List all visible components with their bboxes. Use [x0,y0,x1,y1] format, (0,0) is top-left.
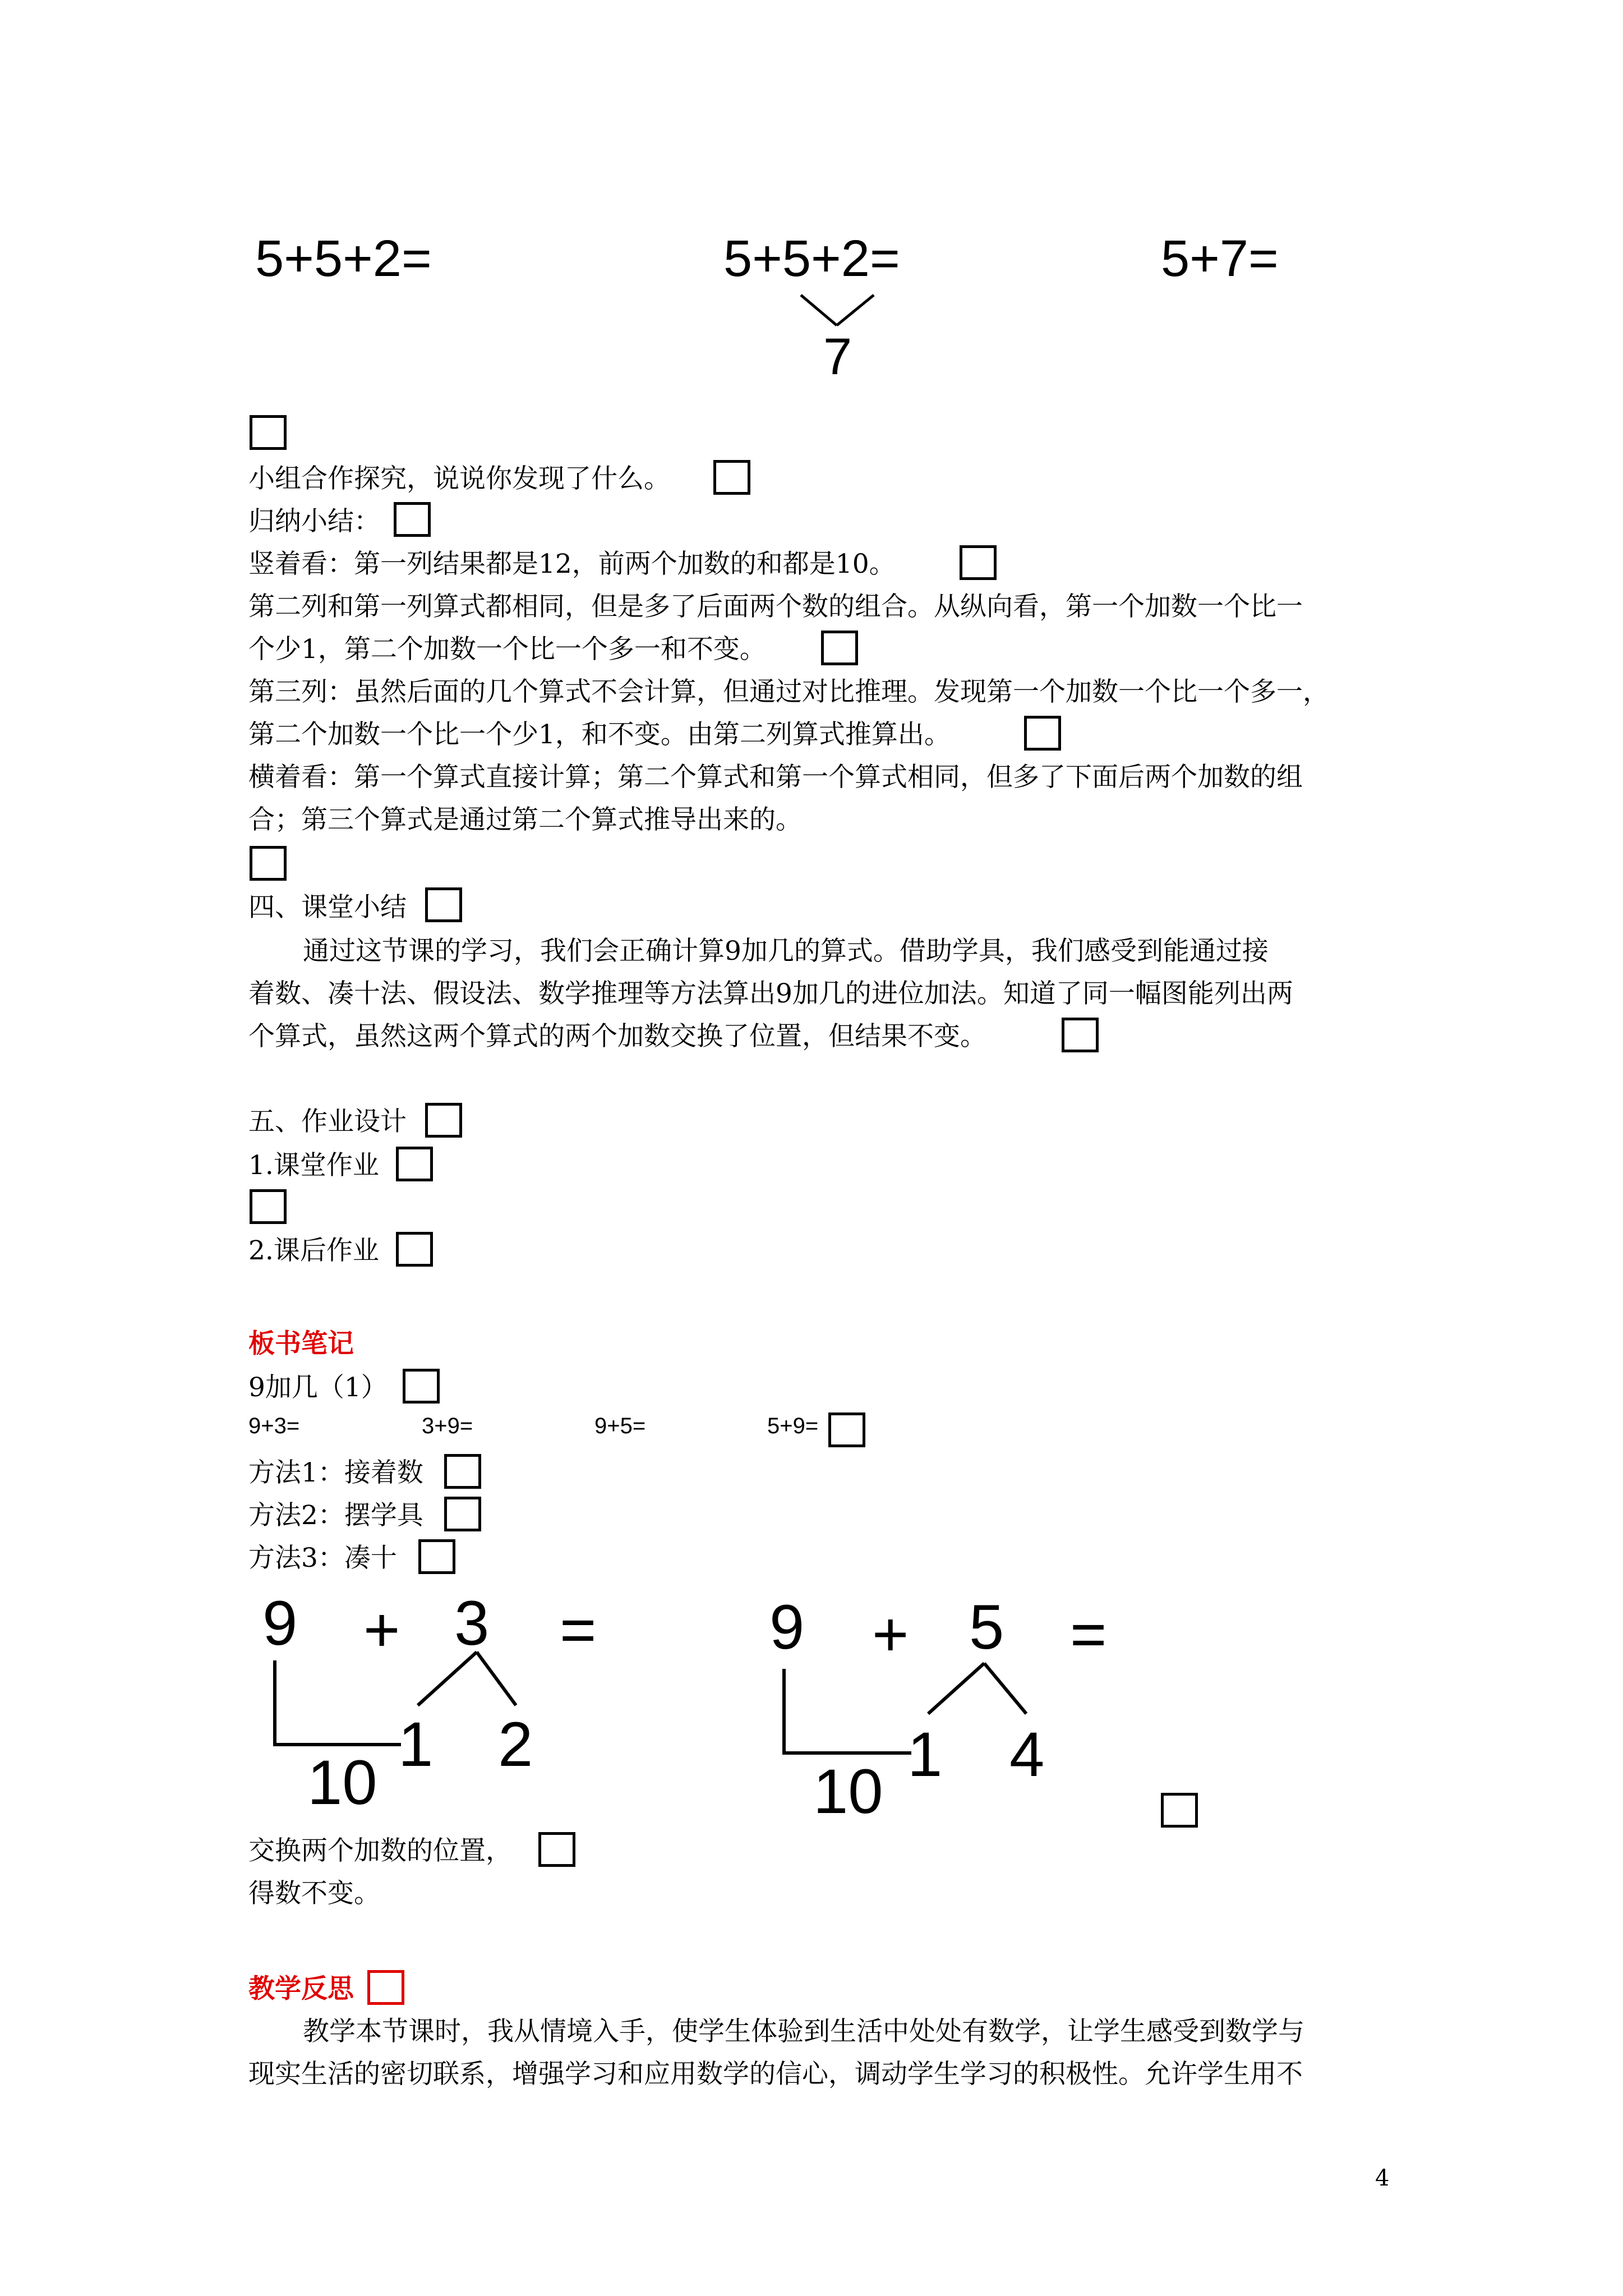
fig1-equals: = [560,1595,597,1665]
paragraph-line: 1.课堂作业 [248,1150,379,1181]
equation-2-sum: 7 [823,328,852,385]
paragraph-line: 第二个加数一个比一个少1，和不变。由第二列算式推算出。 [248,719,951,750]
reflection-title: 教学反思 [248,1973,354,2004]
empty-box [396,1147,433,1181]
board-equation: 9+3= [248,1414,300,1438]
empty-box [425,1103,462,1138]
empty-box [250,1189,287,1224]
fig2-addend-a: 9 [769,1592,805,1662]
method-line: 方法3：凑十 [248,1543,397,1573]
fig1-addend-a: 9 [262,1588,298,1658]
paragraph-line: 横着看：第一个算式直接计算；第二个算式和第一个算式相同，但多了下面后两个加数的组 [248,762,1303,793]
section-heading: 五、作业设计 [248,1106,407,1137]
method-line: 方法2：摆学具 [248,1500,423,1531]
fig1-split-1: 1 [398,1709,434,1779]
empty-box [960,545,997,580]
paragraph-line: 小组合作探究，说说你发现了什么。 [248,463,670,494]
empty-box [828,1412,865,1447]
paragraph-line: 个算式，虽然这两个算式的两个加数交换了位置，但结果不变。 [248,1021,986,1052]
board-equation: 3+9= [422,1414,473,1438]
empty-box [425,887,462,922]
fig2-equals: = [1070,1599,1107,1669]
board-equation: 9+5= [594,1414,646,1438]
note-line: 得数不变。 [248,1878,380,1909]
paragraph-line: 2.课后作业 [248,1235,379,1266]
page-number: 4 [1375,2165,1390,2191]
fig2-split-2: 4 [1009,1719,1045,1789]
equation-3: 5+7= [1161,230,1279,287]
paragraph-line: 竖着看：第一列结果都是12，前两个加数的和都是10。 [248,549,896,579]
empty-box [396,1232,433,1267]
paragraph-line: 第三列：虽然后面的几个算式不会计算，但通过对比推理。发现第一个加数一个比一个多一， [248,677,1329,707]
method-line: 方法1：接着数 [248,1457,423,1488]
fig2-plus: + [872,1599,909,1669]
empty-box [403,1369,440,1404]
empty-box [1161,1793,1198,1828]
empty-box [250,846,287,881]
section-heading: 四、课堂小结 [248,892,407,923]
empty-box [713,460,750,495]
empty-box [538,1832,575,1867]
empty-box [444,1454,481,1489]
equation-1: 5+5+2= [255,230,432,287]
paragraph-line: 教学本节课时，我从情境入手，使学生体验到生活中处处有数学，让学生感受到数学与 [303,2016,1304,2047]
fig1-lines [264,1649,527,1756]
empty-box [418,1539,455,1574]
empty-box [367,1970,404,2005]
paragraph-line: 合；第三个算式是通过第二个算式推导出来的。 [248,804,802,835]
paragraph-line: 个少1，第二个加数一个比一个多一和不变。 [248,634,766,665]
empty-box [1062,1018,1099,1052]
board-subtitle: 9加几（1） [248,1372,388,1403]
fig1-addend-b: 3 [454,1588,490,1658]
fig2-split-1: 1 [907,1719,943,1789]
fig1-plus: + [363,1595,400,1665]
split-lines [796,292,880,331]
empty-box [394,502,431,537]
empty-box [250,415,287,450]
board-title: 板书笔记 [248,1328,354,1359]
paragraph-line: 第二列和第一列算式都相同，但是多了后面两个数的组合。从纵向看，第一个加数一个比一 [248,591,1303,622]
fig1-ten: 10 [307,1747,377,1818]
board-equation: 5+9= [767,1414,819,1438]
paragraph-line: 归纳小结： [248,506,380,537]
fig1-split-2: 2 [498,1709,533,1779]
empty-box [1024,716,1061,751]
equation-2: 5+5+2= [723,230,900,287]
fig2-ten: 10 [813,1756,883,1826]
empty-box [444,1497,481,1531]
fig2-addend-b: 5 [969,1592,1004,1662]
paragraph-line: 着数、凑十法、假设法、数学推理等方法算出9加几的进位加法。知道了同一幅图能列出两 [248,978,1293,1009]
paragraph-line: 通过这节课的学习，我们会正确计算9加几的算式。借助学具，我们感受到能通过接 [303,936,1269,967]
fig2-lines [768,1660,1038,1761]
paragraph-line: 现实生活的密切联系，增强学习和应用数学的信心，调动学生学习的积极性。允许学生用不 [248,2059,1303,2090]
empty-box [821,631,858,665]
note-line: 交换两个加数的位置， [248,1835,512,1866]
